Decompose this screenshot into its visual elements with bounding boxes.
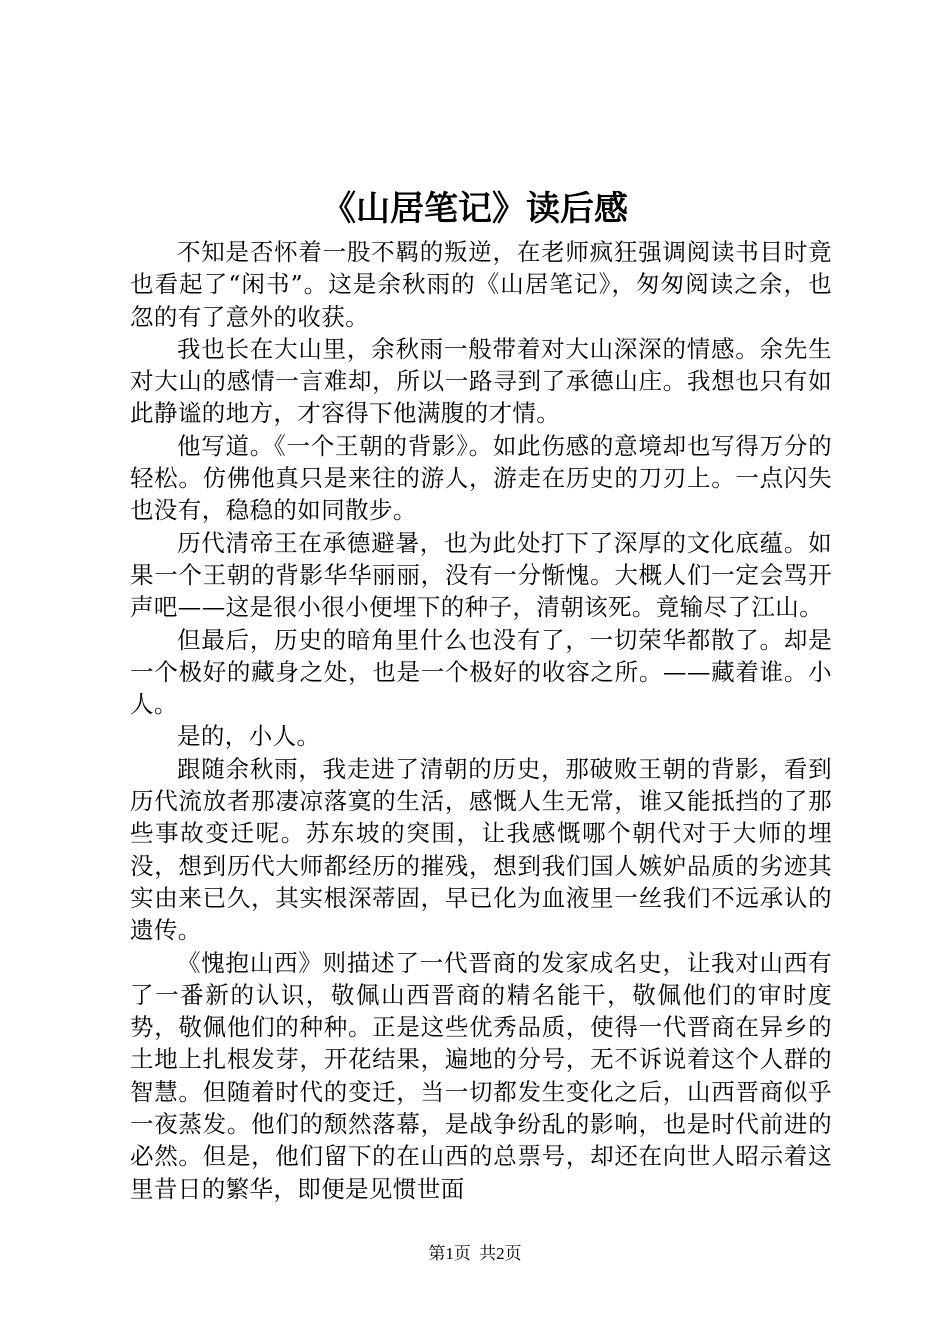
paragraph: 但最后，历史的暗角里什么也没有了，一切荣华都散了。却是一个极好的藏身之处，也是一个极好的收容之所。——藏着谁。小人。	[130, 625, 832, 719]
document-title: 《山居笔记》读后感	[322, 189, 628, 229]
page-total: 共2页	[479, 1244, 522, 1263]
paragraph: 我也长在大山里，余秋雨一般带着对大山深深的情感。余先生对大山的感情一言难却，所以一路寻到了承德山庄。我想也只有如此静谧的地方，才容得下他满腹的才情。	[130, 334, 832, 428]
paragraph: 《愧抱山西》则描述了一代晋商的发家成名史，让我对山西有了一番新的认识，敬佩山西晋商的精名能干，敬佩他们的审时度势，敬佩他们的种种。正是这些优秀品质，使得一代晋商在异乡的土地上扎根发芽，开花结果，遍地的分号，无不诉说着这个人群的智慧。但随着时代的变迁，当一切都发生变化之后，山西晋商似乎一夜蒸发。他们的颓然落幕，是战争纷乱的影响，也是时代前进的必然。但是，他们留下的在山西的总票号，却还在向世人昭示着这里昔日的繁华，即便是见惯世面	[130, 948, 832, 1203]
paragraph: 他写道。《一个王朝的背影》。如此伤感的意境却也写得万分的轻松。仿佛他真只是来往的游人，游走在历史的刀刃上。一点闪失也没有，稳稳的如同散步。	[130, 431, 832, 525]
page-footer	[0, 1242, 950, 1266]
paragraph: 不知是否怀着一股不羁的叛逆，在老师疯狂强调阅读书目时竟也看起了“闲书”。这是余秋雨的《山居笔记》，匆匆阅读之余，也忽的有了意外的收获。	[130, 238, 832, 331]
paragraph: 跟随余秋雨，我走进了清朝的历史，那破败王朝的背影，看到历代流放者那凄凉落寞的生活，感慨人生无常，谁又能抵挡的了那些事故变迁呢。苏东坡的突围，让我感慨哪个朝代对于大师的埋没，想到历代大师都经历的摧残，想到我们国人嫉妒品质的劣迹其实由来已久，其实根深蒂固，早已化为血液里一丝我们不远承认的遗传。	[130, 754, 832, 945]
document-body	[130, 236, 832, 1205]
paragraph: 是的，小人。	[177, 722, 321, 751]
page-number: 第1页	[428, 1244, 471, 1263]
paragraph: 历代清帝王在承德避暑，也为此处打下了深厚的文化底蕴。如果一个王朝的背影华华丽丽，没有一分惭愧。大概人们一定会骂开声吧——这是很小很小便埋下的种子，清朝该死。竟输尽了江山。	[130, 528, 832, 622]
